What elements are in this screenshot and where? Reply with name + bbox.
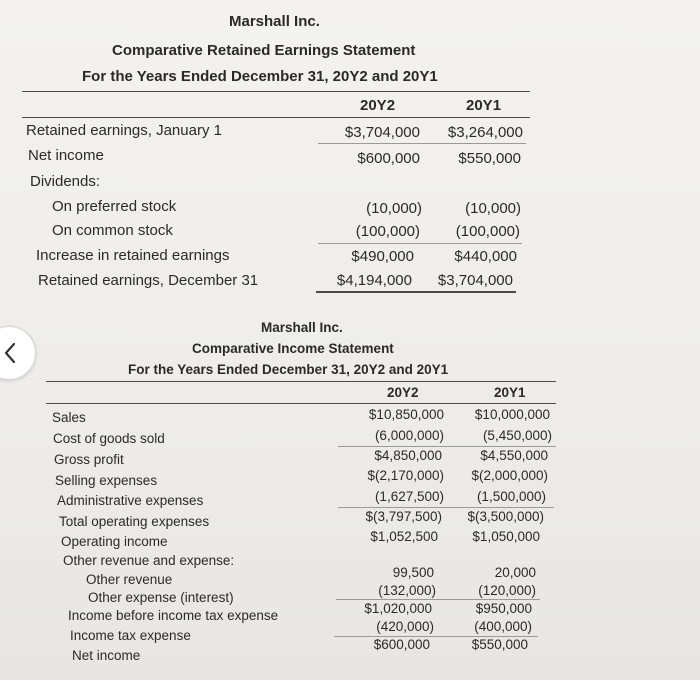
income-value-20y1: (120,000) [478,583,536,598]
income-row-label: Gross profit [54,452,124,467]
retained-row-label: Retained earnings, January 1 [26,122,222,139]
income-subtotal-rule [334,636,538,637]
income-value-20y1: $550,000 [471,637,528,652]
income-value-20y1: $(2,000,000) [471,468,548,483]
income-value-20y1: (400,000) [474,619,532,634]
retained-row-label: Dividends: [30,173,101,190]
income-value-20y2: $(3,797,500) [365,509,442,524]
income-row-label: Income before income tax expense [68,608,279,623]
income-value-20y2: $4,850,000 [374,448,442,463]
retained-row-value-20y2: $3,704,000 [344,124,420,141]
income-subtotal-rule [338,507,554,508]
retained-row-value-20y1: $440,000 [454,248,517,265]
retained-row-label: On common stock [52,222,173,239]
income-subtotal-rule [338,446,556,447]
retained-row-value-20y1: $550,000 [458,150,521,167]
income-value-20y2: 99,500 [392,565,434,580]
retained-row-value-20y2: (100,000) [355,223,420,240]
retained-col-20y2: 20Y2 [360,97,396,114]
income-title: Comparative Income Statement [192,341,394,356]
retained-col-20y1: 20Y1 [466,97,502,114]
income-row-label: Sales [52,410,86,425]
income-row-label: Net income [72,648,141,663]
income-header-rule [46,403,556,404]
income-row-label: Total operating expenses [59,514,210,529]
retained-row-label: Retained earnings, December 31 [38,272,259,289]
income-row-label: Other revenue and expense: [63,553,235,568]
income-row-label: Income tax expense [70,628,191,643]
retained-row-value-20y2: $490,000 [351,248,414,265]
income-value-20y1: $(3,500,000) [467,509,544,524]
income-value-20y1: $950,000 [475,601,532,616]
retained-row-value-20y2: (10,000) [366,200,422,217]
income-row-label: Administrative expenses [57,493,204,508]
income-value-20y2: $600,000 [373,637,430,652]
retained-header-rule [22,117,530,118]
retained-top-rule [22,91,530,92]
income-value-20y2: $1,052,500 [370,529,438,544]
income-value-20y2: (132,000) [378,583,436,598]
income-period: For the Years Ended December 31, 20Y2 and 20Y1 [128,362,449,377]
retained-row-value-20y1: $3,264,000 [447,124,523,141]
income-row-label: Cost of goods sold [53,431,165,446]
income-value-20y1: $1,050,000 [472,529,540,544]
retained-row-label: Increase in retained earnings [36,247,230,264]
income-value-20y1: (1,500,000) [476,489,546,504]
income-value-20y2: $10,850,000 [368,407,444,422]
retained-row-label: Net income [28,147,104,164]
retained-row-value-20y2: $4,194,000 [336,272,412,289]
income-col-20y1: 20Y1 [494,385,526,400]
income-top-rule [46,381,556,382]
income-row-label: Operating income [61,534,168,549]
retained-total-double-rule [316,291,516,293]
retained-row-value-20y1: $3,704,000 [437,272,513,289]
retained-row-value-20y1: (10,000) [465,200,521,217]
income-row-label: Selling expenses [55,473,158,488]
income-value-20y2: (1,627,500) [374,489,444,504]
retained-period: For the Years Ended December 31, 20Y2 and 20Y1 [82,68,438,85]
retained-row-value-20y1: (100,000) [455,223,520,240]
income-value-20y2: (420,000) [376,619,434,634]
income-value-20y1: $10,000,000 [474,407,550,422]
income-value-20y2: (6,000,000) [374,428,444,443]
retained-row-label: On preferred stock [52,198,177,215]
income-value-20y1: (5,450,000) [482,428,552,443]
retained-subtotal-rule [318,143,526,144]
income-value-20y1: 20,000 [494,565,536,580]
income-row-label: Other expense (interest) [88,590,234,605]
retained-title: Comparative Retained Earnings Statement [112,42,416,59]
chevron-left-icon [3,341,17,365]
income-value-20y2: $(2,170,000) [367,468,444,483]
retained-subtotal-rule [318,243,522,244]
income-value-20y1: $4,550,000 [480,448,548,463]
income-company-name: Marshall Inc. [261,320,343,335]
income-row-label: Other revenue [86,572,173,587]
retained-company-name: Marshall Inc. [229,13,320,30]
income-subtotal-rule [336,599,540,600]
income-value-20y2: $1,020,000 [364,601,432,616]
income-col-20y2: 20Y2 [387,385,419,400]
retained-row-value-20y2: $600,000 [357,150,420,167]
